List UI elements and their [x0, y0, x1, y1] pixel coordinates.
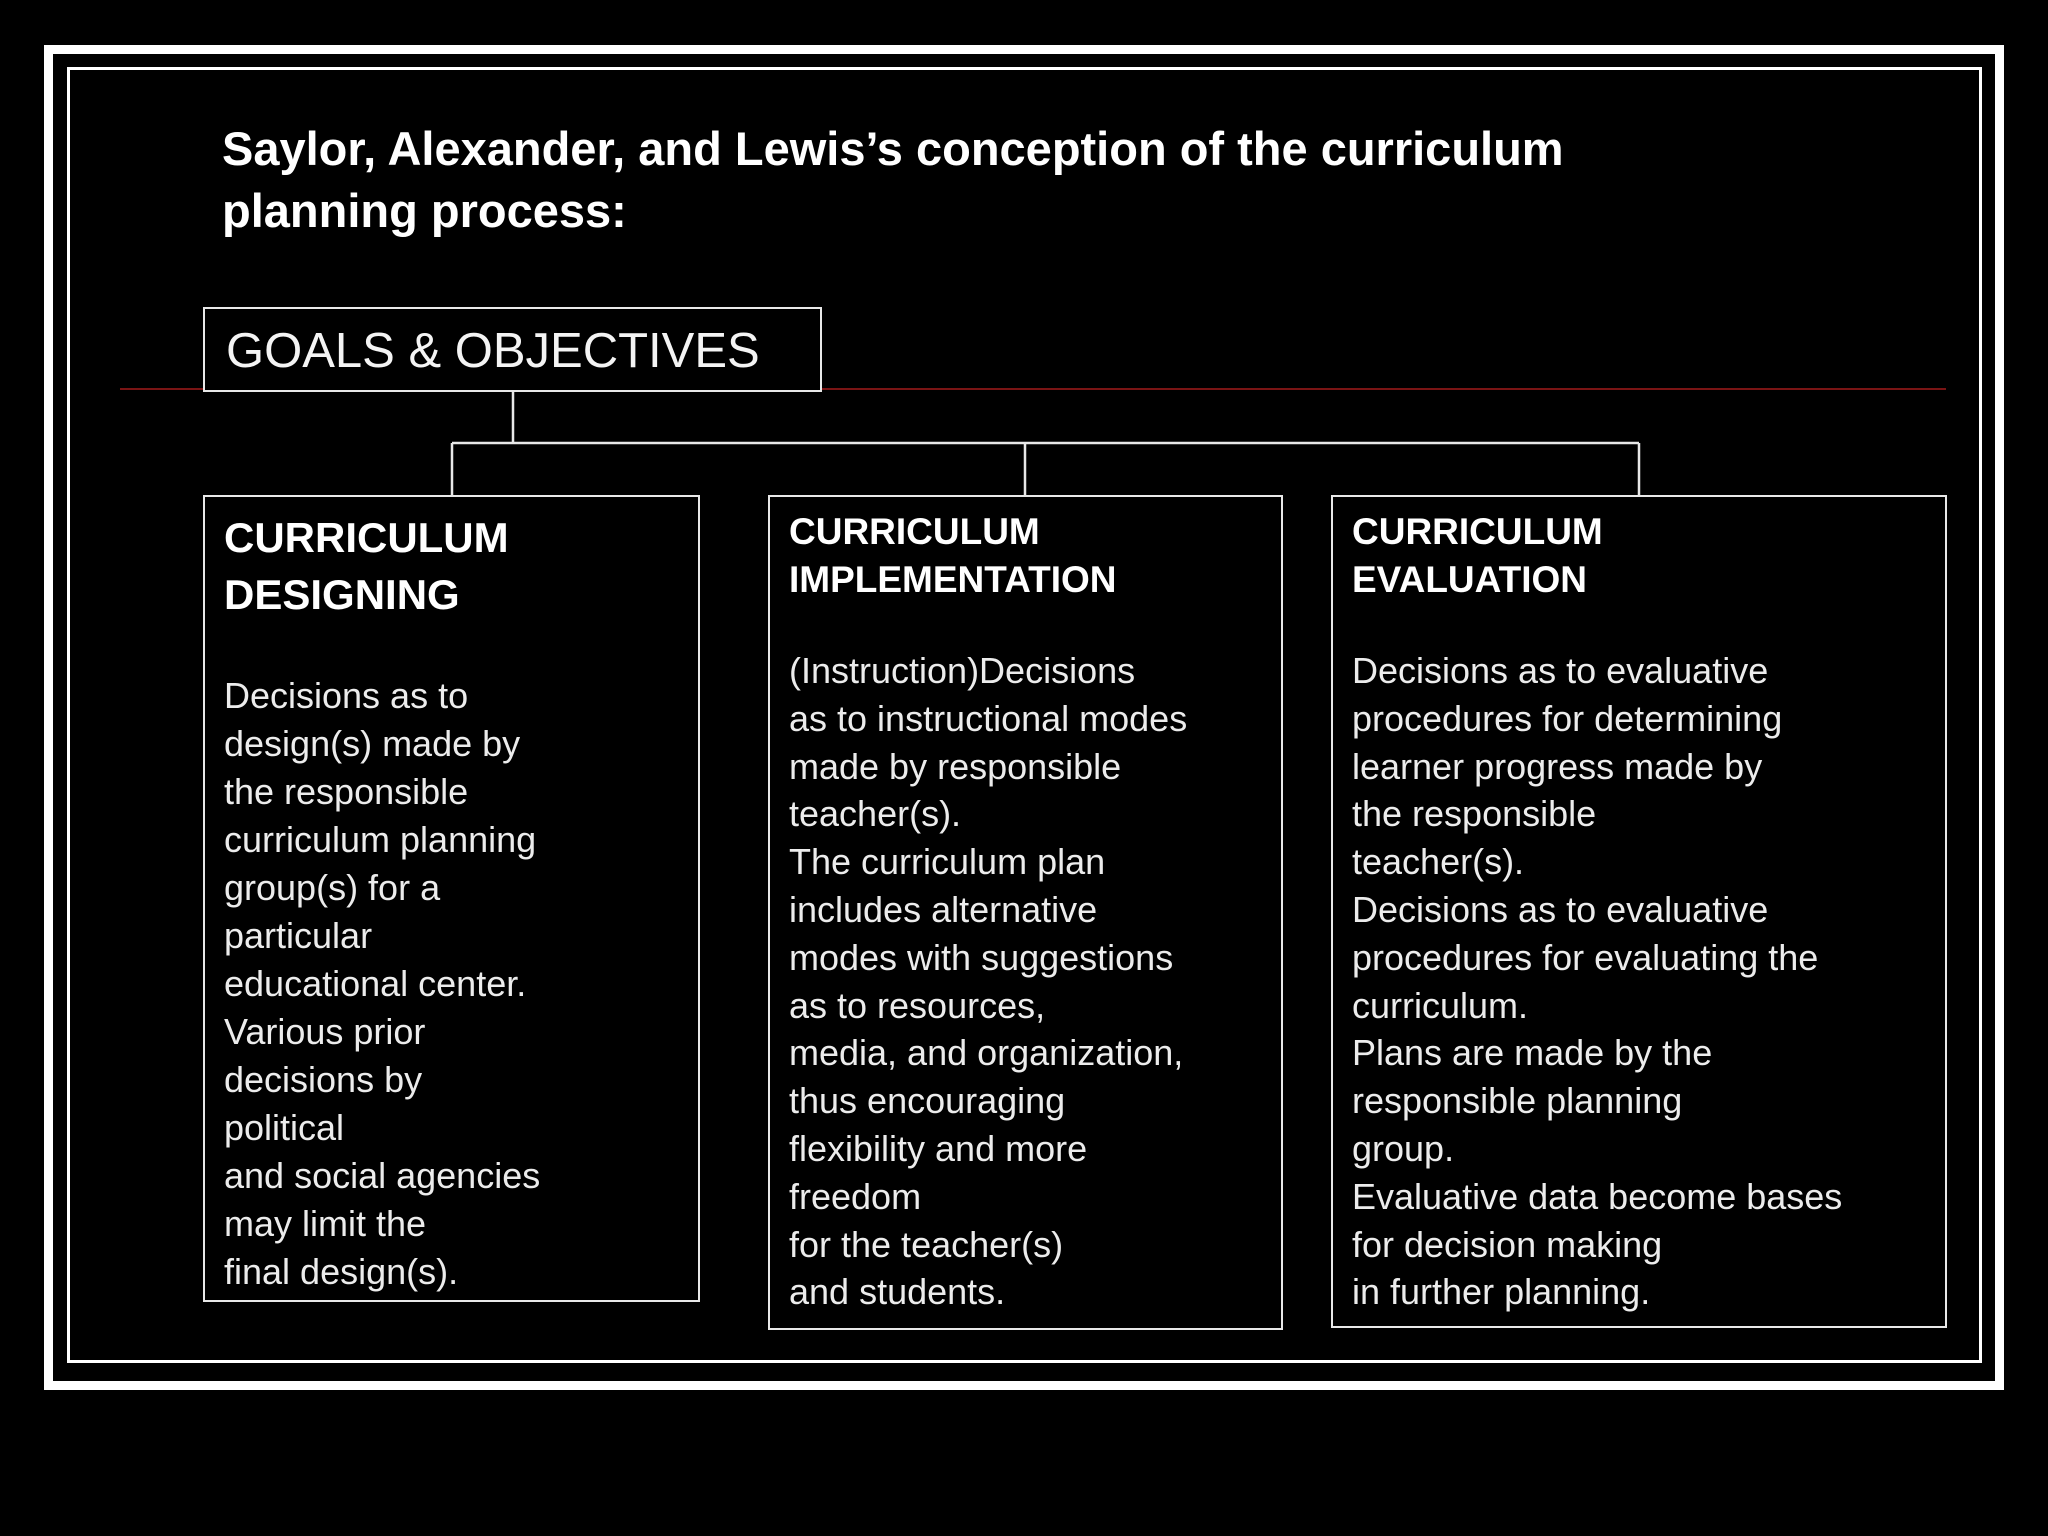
- curriculum-implementation-heading: CURRICULUM IMPLEMENTATION: [789, 511, 1117, 600]
- curriculum-implementation-body: (Instruction)Decisions as to instructional modes made by responsible teacher(s). The curriculum plan includes alternative modes with suggestions as to resources, media, and organization, thus encouraging flexibility and more freedom for the teacher(s) and students.: [789, 650, 1188, 1313]
- goals-objectives-label: GOALS & OBJECTIVES: [226, 324, 760, 378]
- curriculum-evaluation-box: [1331, 495, 1947, 1328]
- curriculum-evaluation-body: Decisions as to evaluative procedures for determining learner progress made by the responsible teacher(s). Decisions as to evaluative procedures for evaluating the curriculum. Plans are made by the responsible planning group. Evaluative data become bases for decision making in further planning.: [1352, 650, 1843, 1313]
- curriculum-designing-box: [203, 495, 700, 1302]
- curriculum-implementation-box: [768, 495, 1283, 1330]
- goals-objectives-box: [203, 307, 822, 392]
- slide-title: Saylor, Alexander, and Lewis’s conception of the curriculum planning process:: [222, 122, 1564, 237]
- curriculum-evaluation-heading: CURRICULUM EVALUATION: [1352, 511, 1603, 600]
- curriculum-designing-heading: CURRICULUM DESIGNING: [224, 514, 509, 618]
- curriculum-designing-body: Decisions as to design(s) made by the responsible curriculum planning group(s) for a particular educational center. Various prior decisions by political and social agencies may limit the final design(s).: [224, 675, 541, 1292]
